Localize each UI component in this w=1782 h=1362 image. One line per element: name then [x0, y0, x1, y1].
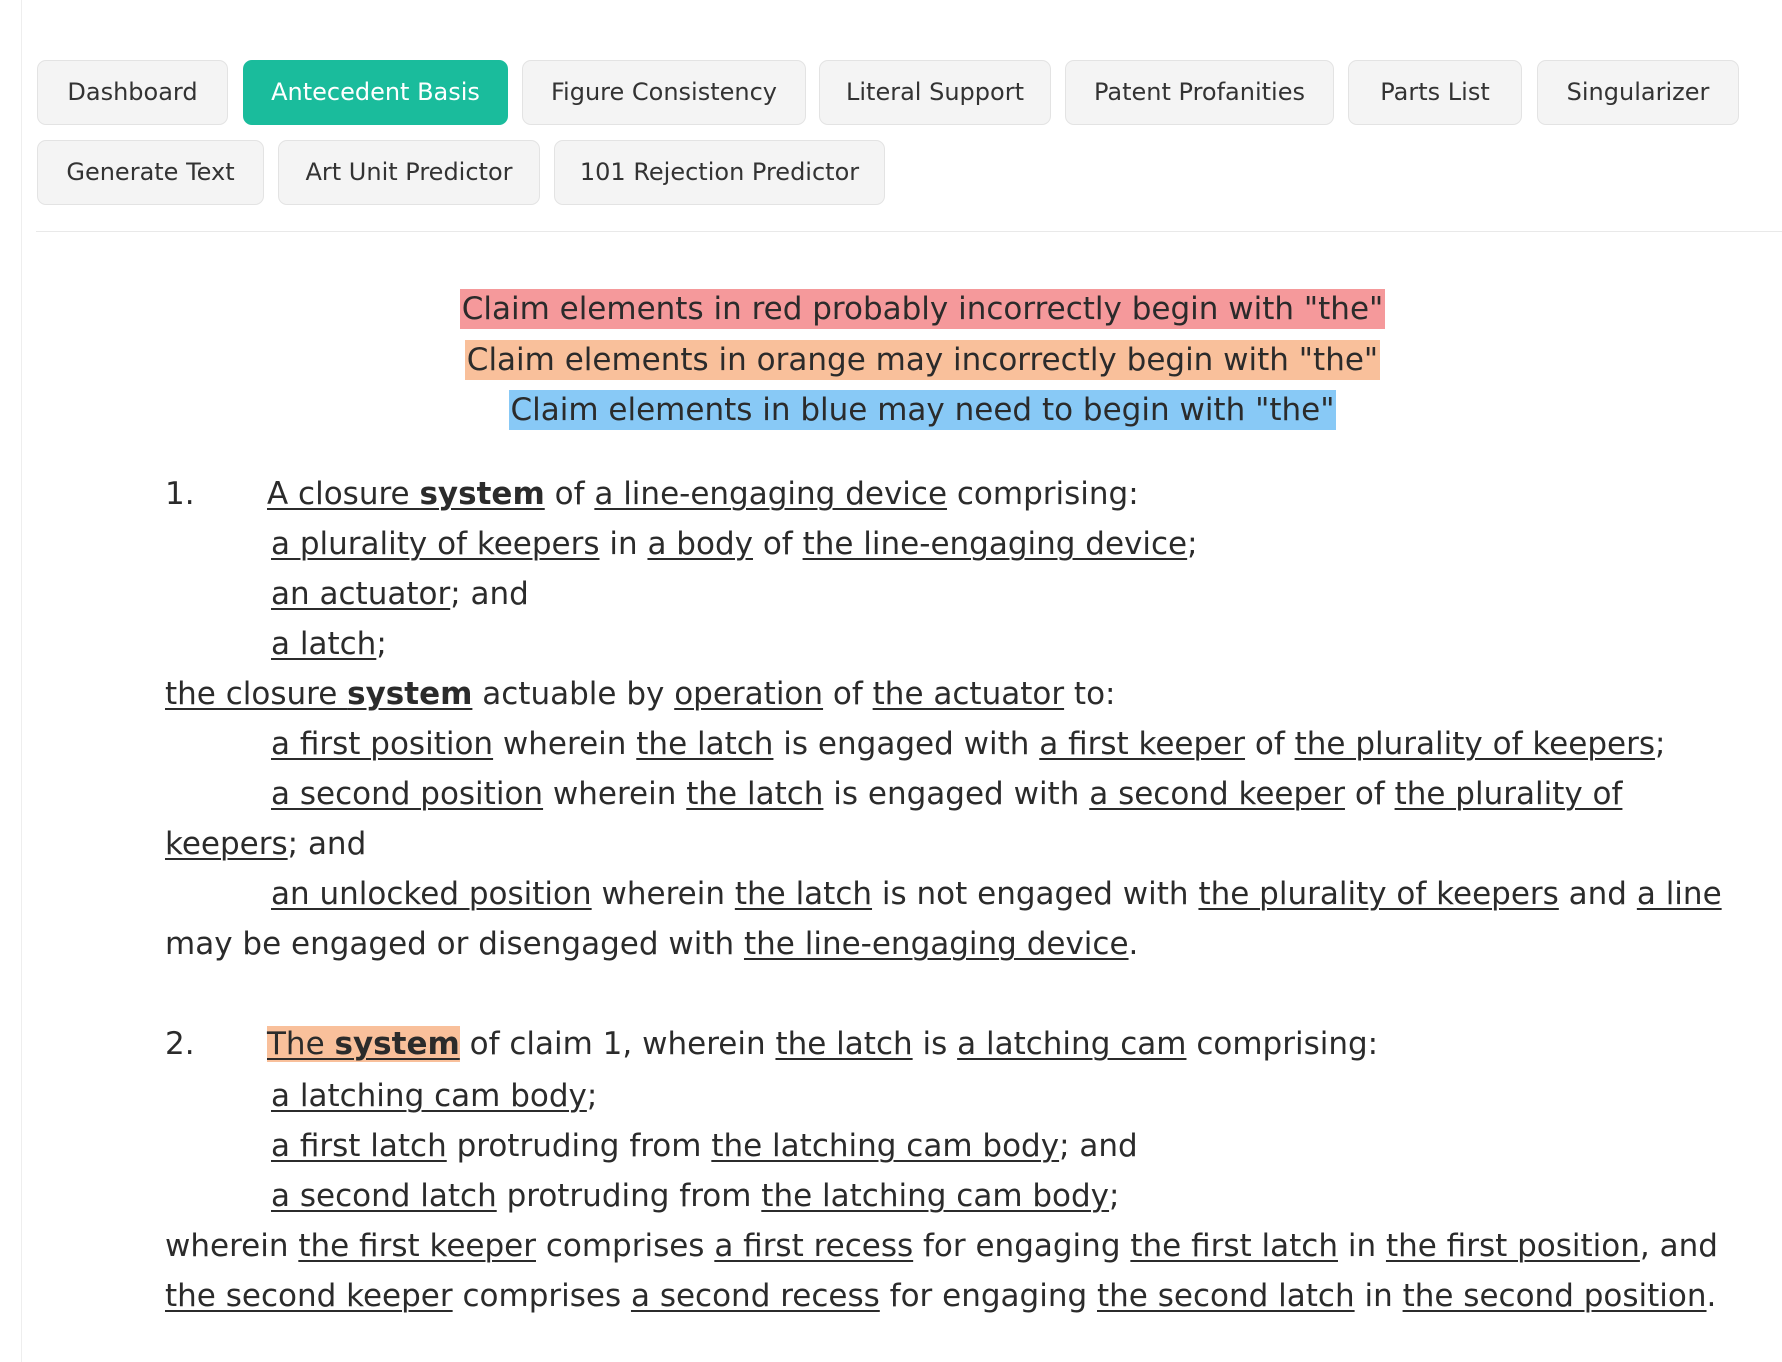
claim-text: is not engaged with: [872, 876, 1199, 912]
claim-2-line: [165, 1228, 1718, 1264]
claim-element: system: [419, 476, 545, 512]
claim-text: protruding from: [446, 1128, 712, 1164]
claim-text: ; and: [287, 826, 367, 862]
tab-literal-support[interactable]: Literal Support: [819, 60, 1051, 125]
legend-red-row: [0, 291, 1782, 327]
claim-text: for engaging: [879, 1278, 1097, 1314]
claim-text: wherein: [493, 726, 637, 762]
claim-text: is engaged with: [773, 726, 1040, 762]
claim-text: of claim 1, wherein: [459, 1026, 776, 1062]
claim-1-line: [165, 826, 366, 862]
claim-1-line: [165, 726, 1665, 762]
claim-element: the line-engaging device: [743, 926, 1129, 962]
claim-text: protruding from: [496, 1178, 762, 1214]
claim-element: the latch: [734, 876, 873, 912]
claim-text: is engaged with: [823, 776, 1090, 812]
claim-text: ;: [1109, 1178, 1120, 1214]
claim-text: ;: [586, 1078, 598, 1114]
claim-text: actuable by: [472, 676, 675, 712]
tab-generate-text[interactable]: Generate Text: [37, 140, 264, 205]
claim-text: in: [1337, 1228, 1386, 1264]
claim-2-line: [165, 1078, 597, 1114]
claim-element: the line-engaging device: [802, 526, 1188, 562]
claim-element: the first position: [1385, 1228, 1640, 1264]
claim-element: a second recess: [630, 1278, 880, 1314]
claim-element: a first latch: [271, 1128, 447, 1164]
claim-element: the latch: [636, 726, 774, 762]
claim-text: for engaging: [913, 1228, 1131, 1264]
claim-element: a latching cam: [957, 1026, 1187, 1062]
claim-text: comprising:: [1186, 1026, 1379, 1062]
claim-element: keepers: [165, 826, 288, 862]
claim-element: a line: [1636, 876, 1722, 912]
claim-number: 1.: [165, 476, 195, 512]
claim-element: the actuator: [872, 676, 1065, 712]
claim-text: ;: [1187, 526, 1198, 562]
claim-2-line: [165, 1278, 1716, 1314]
claim-1-line: [165, 526, 1198, 562]
claim-text: wherein: [543, 776, 687, 812]
claim-element: A closure: [267, 476, 420, 512]
claim-text: in: [599, 526, 648, 562]
claim-element: The: [267, 1026, 335, 1062]
claim-element: system: [334, 1026, 460, 1062]
claim-text: ; and: [450, 576, 529, 612]
claim-2-line: [165, 1128, 1138, 1164]
claim-1-line: [165, 476, 1139, 512]
claim-element: the closure: [165, 676, 348, 712]
claim-text: , and: [1639, 1228, 1718, 1264]
claim-element: the second latch: [1097, 1278, 1355, 1314]
tab-art-unit-predictor[interactable]: Art Unit Predictor: [278, 140, 540, 205]
claim-text: wherein: [591, 876, 735, 912]
claim-text: of: [823, 676, 873, 712]
claim-element: a second latch: [271, 1178, 497, 1214]
claim-text: of: [1245, 726, 1295, 762]
claim-text: ; and: [1059, 1128, 1138, 1164]
claim-element: an unlocked position: [271, 876, 592, 912]
claim-number: 2.: [165, 1026, 195, 1062]
claim-1-line: [165, 926, 1138, 962]
tab-singularizer[interactable]: Singularizer: [1537, 60, 1739, 125]
tab-patent-profanities[interactable]: Patent Profanities: [1065, 60, 1334, 125]
claim-text: comprises: [535, 1228, 715, 1264]
claim-1-line: [165, 776, 1622, 812]
tab-101-rejection-predictor[interactable]: 101 Rejection Predictor: [554, 140, 885, 205]
claim-element: the latch: [775, 1026, 913, 1062]
claim-element: the plurality of keepers: [1294, 726, 1655, 762]
claim-element: a latching cam body: [271, 1078, 587, 1114]
claim-1-line: [165, 576, 529, 612]
claim-element: the latching cam body: [761, 1178, 1110, 1214]
claim-text: is: [912, 1026, 958, 1062]
claim-2-line: [165, 1026, 1378, 1062]
claim-element: operation: [674, 676, 824, 712]
claim-element: a body: [647, 526, 753, 562]
claim-element: the second keeper: [165, 1278, 453, 1314]
tab-parts-list[interactable]: Parts List: [1348, 60, 1522, 125]
claim-element: a first keeper: [1039, 726, 1246, 762]
claim-text: comprises: [452, 1278, 631, 1314]
claim-element: the latching cam body: [711, 1128, 1060, 1164]
claim-text: of: [544, 476, 595, 512]
claim-element: system: [347, 676, 473, 712]
legend-orange-row: [0, 342, 1782, 378]
claim-element: the first keeper: [298, 1228, 536, 1264]
claim-element: a latch: [271, 626, 377, 662]
claim-element: a plurality of keepers: [271, 526, 600, 562]
claim-element: a second keeper: [1089, 776, 1345, 812]
claim-text: .: [1706, 1278, 1717, 1314]
claim-1-line: [165, 626, 387, 662]
header-divider: [36, 231, 1782, 232]
legend-blue-row: [0, 392, 1782, 428]
tab-figure-consistency[interactable]: Figure Consistency: [522, 60, 806, 125]
claim-element: the latch: [686, 776, 824, 812]
claim-1-line: [165, 876, 1722, 912]
claim-element: the second position: [1402, 1278, 1707, 1314]
claim-1-line: [165, 676, 1116, 712]
tab-antecedent-basis[interactable]: Antecedent Basis: [243, 60, 508, 125]
legend-red: Claim elements in red probably incorrectly begin with "the": [461, 291, 1384, 327]
claim-text: to:: [1064, 676, 1116, 712]
legend-blue: Claim elements in blue may need to begin with "the": [510, 392, 1335, 428]
claim-element: a line-engaging device: [594, 476, 948, 512]
claim-text: ;: [1654, 726, 1666, 762]
claim-text: .: [1128, 926, 1139, 962]
tab-dashboard[interactable]: Dashboard: [37, 60, 228, 125]
claim-text: wherein: [165, 1228, 299, 1264]
claim-element: the plurality of: [1394, 776, 1623, 812]
claim-2-line: [165, 1178, 1120, 1214]
claim-text: comprising:: [947, 476, 1139, 512]
claim-text: of: [1344, 776, 1395, 812]
claim-element: an actuator: [271, 576, 451, 612]
claim-text: in: [1354, 1278, 1403, 1314]
claim-text: of: [752, 526, 803, 562]
claim-element: a first recess: [714, 1228, 914, 1264]
claim-text: may be engaged or disengaged with: [165, 926, 744, 962]
claim-element: a first position: [271, 726, 494, 762]
left-border: [21, 0, 22, 1362]
legend-orange: Claim elements in orange may incorrectly begin with "the": [466, 342, 1379, 378]
claim-text: ;: [376, 626, 387, 662]
claim-element: a second position: [271, 776, 544, 812]
claim-element: the plurality of keepers: [1198, 876, 1559, 912]
claim-element: the first latch: [1130, 1228, 1338, 1264]
claim-text: and: [1558, 876, 1637, 912]
